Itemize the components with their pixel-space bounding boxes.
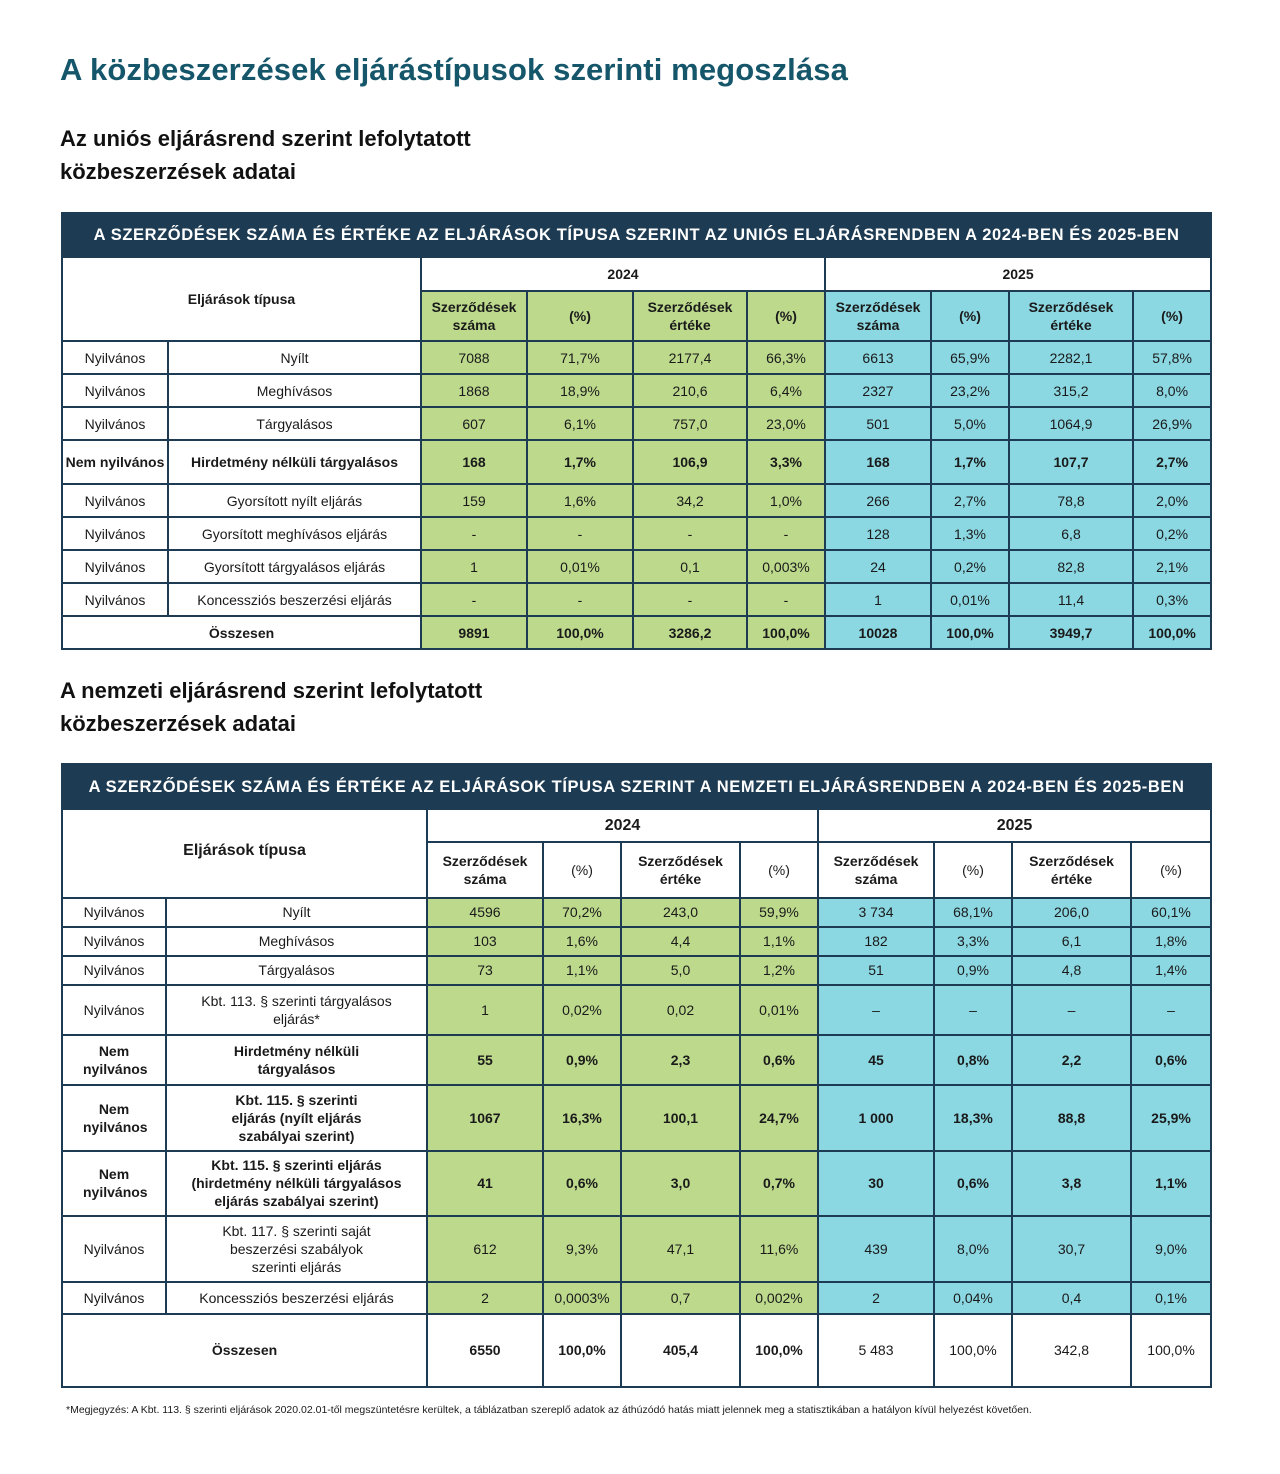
cell-value: 47,1 <box>621 1216 740 1282</box>
col-header-pct-2024: (%) <box>527 291 633 341</box>
col-header-pct-2024: (%) <box>747 291 825 341</box>
national-table-body <box>62 764 1211 1387</box>
row-type: Koncessziós beszerzési eljárás <box>166 1282 427 1313</box>
row-type: Nyílt <box>168 341 421 374</box>
table-caption: A SZERZŐDÉSEK SZÁMA ÉS ÉRTÉKE AZ ELJÁRÁSOK TÍPUSA SZERINT A NEMZETI ELJÁRÁSRENDBEN A 2024-BEN ÉS 2025-BEN <box>62 764 1211 809</box>
cell-value: 1,7% <box>527 440 633 484</box>
cell-value: 7088 <box>421 341 527 374</box>
cell-value: 206,0 <box>1012 898 1131 927</box>
row-status: Nyilvános <box>62 956 166 985</box>
cell-value: 0,02% <box>543 985 621 1035</box>
row-status: Nyilvános <box>62 1216 166 1282</box>
table-row <box>62 341 1211 374</box>
cell-value: 2 <box>427 1282 543 1313</box>
table-row <box>62 927 1211 956</box>
cell-value: 182 <box>818 927 934 956</box>
cell-value: 107,7 <box>1009 440 1133 484</box>
row-type: Meghívásos <box>166 927 427 956</box>
cell-value: 0,6% <box>934 1151 1012 1216</box>
total-label: Összesen <box>62 1314 427 1387</box>
cell-value: 3,8 <box>1012 1151 1131 1216</box>
row-type: Koncessziós beszerzési eljárás <box>168 583 421 616</box>
cell-value: 3 734 <box>818 898 934 927</box>
cell-value: 6,8 <box>1009 517 1133 550</box>
section-title-line: Az uniós eljárásrend szerint lefolytatott <box>60 126 471 151</box>
cell-value: 11,6% <box>740 1216 818 1282</box>
row-type: Hirdetmény nélküli tárgyalásos <box>168 440 421 484</box>
row-type: Meghívásos <box>168 374 421 407</box>
cell-value: 4,4 <box>621 927 740 956</box>
total-value: 100,0% <box>527 616 633 649</box>
section-title-national <box>60 674 482 740</box>
table-row <box>62 374 1211 407</box>
cell-value: 70,2% <box>543 898 621 927</box>
cell-value: 30,7 <box>1012 1216 1131 1282</box>
table-row <box>62 440 1211 484</box>
cell-value: 3,3% <box>934 927 1012 956</box>
cell-value: – <box>1131 985 1211 1035</box>
cell-value: 0,01% <box>527 550 633 583</box>
cell-value: - <box>421 517 527 550</box>
table-row <box>62 407 1211 440</box>
cell-value: 1 <box>825 583 931 616</box>
cell-value: 45 <box>818 1035 934 1085</box>
cell-value: 6,1 <box>1012 927 1131 956</box>
cell-value: 0,002% <box>740 1282 818 1313</box>
cell-value: 1,6% <box>527 484 633 517</box>
row-status: Nyilvános <box>62 927 166 956</box>
cell-value: 73 <box>427 956 543 985</box>
col-header-pct-2025: (%) <box>931 291 1009 341</box>
row-type: Kbt. 113. § szerinti tárgyalásos eljárás* <box>166 985 427 1035</box>
row-type: Hirdetmény nélküli tárgyalásos <box>166 1035 427 1085</box>
section-title-line: A nemzeti eljárásrend szerint lefolytatott <box>60 678 483 703</box>
total-value: 100,0% <box>543 1314 621 1387</box>
row-status: Nyilvános <box>62 550 168 583</box>
cell-value: 65,9% <box>931 341 1009 374</box>
cell-value: 0,6% <box>740 1035 818 1085</box>
cell-value: 0,6% <box>1131 1035 1211 1085</box>
total-value: 405,4 <box>621 1314 740 1387</box>
row-type: Kbt. 115. § szerinti eljárás (nyílt eljárás szabályai szerint) <box>166 1085 427 1150</box>
cell-value: 439 <box>818 1216 934 1282</box>
cell-value: - <box>747 517 825 550</box>
cell-value: 612 <box>427 1216 543 1282</box>
total-value: 3949,7 <box>1009 616 1133 649</box>
table-caption: A SZERZŐDÉSEK SZÁMA ÉS ÉRTÉKE AZ ELJÁRÁSOK TÍPUSA SZERINT AZ UNIÓS ELJÁRÁSRENDBEN A 2024-BEN ÉS 2025-BEN <box>62 213 1211 257</box>
cell-value: 1067 <box>427 1085 543 1150</box>
total-value: 100,0% <box>1131 1314 1211 1387</box>
col-header-value-2024: Szerződések értéke <box>633 291 747 341</box>
table-row <box>62 1282 1211 1313</box>
cell-value: 18,9% <box>527 374 633 407</box>
table-row <box>62 517 1211 550</box>
year-header-2024: 2024 <box>427 809 818 842</box>
cell-value: 0,2% <box>1133 517 1211 550</box>
row-status: Nem nyilvános <box>62 1151 166 1216</box>
total-value: 9891 <box>421 616 527 649</box>
cell-value: 266 <box>825 484 931 517</box>
col-header-pct-2024: (%) <box>740 842 818 897</box>
table-row <box>62 985 1211 1035</box>
cell-value: 607 <box>421 407 527 440</box>
row-type: Tárgyalásos <box>168 407 421 440</box>
col-header-count-2025: Szerződések száma <box>825 291 931 341</box>
cell-value: 2,0% <box>1133 484 1211 517</box>
total-value: 3286,2 <box>633 616 747 649</box>
cell-value: - <box>527 583 633 616</box>
total-value: 100,0% <box>934 1314 1012 1387</box>
cell-value: 26,9% <box>1133 407 1211 440</box>
cell-value: 243,0 <box>621 898 740 927</box>
cell-value: 9,3% <box>543 1216 621 1282</box>
cell-value: 1 000 <box>818 1085 934 1150</box>
cell-value: - <box>747 583 825 616</box>
cell-value: 757,0 <box>633 407 747 440</box>
cell-value: 2177,4 <box>633 341 747 374</box>
cell-value: 2,7% <box>1133 440 1211 484</box>
cell-value: 0,0003% <box>543 1282 621 1313</box>
row-type: Gyorsított tárgyalásos eljárás <box>168 550 421 583</box>
table-row <box>62 1151 1211 1216</box>
row-status: Nyilvános <box>62 1282 166 1313</box>
table-row <box>62 583 1211 616</box>
row-status: Nem nyilvános <box>62 1085 166 1150</box>
cell-value: 0,003% <box>747 550 825 583</box>
row-status: Nem nyilvános <box>62 440 168 484</box>
row-status: Nyilvános <box>62 517 168 550</box>
cell-value: 1 <box>427 985 543 1035</box>
col-header-value-2024: Szerződések értéke <box>621 842 740 897</box>
procedure-type-header: Eljárások típusa <box>62 257 421 341</box>
cell-value: 0,2% <box>931 550 1009 583</box>
year-header-2025: 2025 <box>818 809 1211 842</box>
cell-value: 24 <box>825 550 931 583</box>
cell-value: 18,3% <box>934 1085 1012 1150</box>
row-status: Nem nyilvános <box>62 1035 166 1085</box>
col-header-pct-2025: (%) <box>934 842 1012 897</box>
cell-value: 0,8% <box>934 1035 1012 1085</box>
year-header-2024: 2024 <box>421 257 825 291</box>
cell-value: 106,9 <box>633 440 747 484</box>
cell-value: 0,7% <box>740 1151 818 1216</box>
total-value: 100,0% <box>740 1314 818 1387</box>
row-status: Nyilvános <box>62 985 166 1035</box>
col-header-value-2025: Szerződések értéke <box>1009 291 1133 341</box>
total-row <box>62 616 1211 649</box>
row-type: Gyorsított nyílt eljárás <box>168 484 421 517</box>
cell-value: 34,2 <box>633 484 747 517</box>
cell-value: 78,8 <box>1009 484 1133 517</box>
cell-value: 23,0% <box>747 407 825 440</box>
total-value: 342,8 <box>1012 1314 1131 1387</box>
row-type: Nyílt <box>166 898 427 927</box>
cell-value: 5,0 <box>621 956 740 985</box>
cell-value: 0,02 <box>621 985 740 1035</box>
eu-table-body <box>62 213 1211 649</box>
table-row <box>62 956 1211 985</box>
cell-value: 1,1% <box>1131 1151 1211 1216</box>
cell-value: 1,8% <box>1131 927 1211 956</box>
table-row <box>62 1085 1211 1150</box>
cell-value: 8,0% <box>934 1216 1012 1282</box>
cell-value: 1,3% <box>931 517 1009 550</box>
cell-value: 103 <box>427 927 543 956</box>
cell-value: 57,8% <box>1133 341 1211 374</box>
table-row <box>62 898 1211 927</box>
row-status: Nyilvános <box>62 583 168 616</box>
cell-value: - <box>527 517 633 550</box>
cell-value: 128 <box>825 517 931 550</box>
cell-value: 501 <box>825 407 931 440</box>
cell-value: 1,0% <box>747 484 825 517</box>
cell-value: 2,7% <box>931 484 1009 517</box>
total-value: 5 483 <box>818 1314 934 1387</box>
cell-value: 60,1% <box>1131 898 1211 927</box>
procedure-type-header: Eljárások típusa <box>62 809 427 897</box>
row-status: Nyilvános <box>62 898 166 927</box>
cell-value: 9,0% <box>1131 1216 1211 1282</box>
cell-value: 210,6 <box>633 374 747 407</box>
cell-value: 2,2 <box>1012 1035 1131 1085</box>
total-row <box>62 1314 1211 1387</box>
page-title: A közbeszerzések eljárástípusok szerinti megoszlása <box>60 52 848 87</box>
table-row <box>62 1216 1211 1282</box>
section-title-line: közbeszerzések adatai <box>60 711 297 736</box>
cell-value: 1 <box>421 550 527 583</box>
cell-value: 159 <box>421 484 527 517</box>
cell-value: 6613 <box>825 341 931 374</box>
row-type: Gyorsított meghívásos eljárás <box>168 517 421 550</box>
table-row <box>62 550 1211 583</box>
row-type: Kbt. 115. § szerinti eljárás (hirdetmény nélküli tárgyalásos eljárás szabályai szerint) <box>166 1151 427 1216</box>
cell-value: – <box>934 985 1012 1035</box>
cell-value: 0,9% <box>934 956 1012 985</box>
row-status: Nyilvános <box>62 484 168 517</box>
total-value: 6550 <box>427 1314 543 1387</box>
cell-value: 1064,9 <box>1009 407 1133 440</box>
footnote: *Megjegyzés: A Kbt. 113. § szerinti eljárások 2020.02.01-től megszüntetésre kerültek, a táblázatban szereplő adatok az áthúzódó hatás miatt jelennek meg a statisztikában a hatályon kívül helyezést követően. <box>66 1404 1032 1416</box>
eu-procurement-table <box>61 212 1212 650</box>
cell-value: 66,3% <box>747 341 825 374</box>
cell-value: 23,2% <box>931 374 1009 407</box>
col-header-pct-2025: (%) <box>1131 842 1211 897</box>
cell-value: 25,9% <box>1131 1085 1211 1150</box>
cell-value: 168 <box>825 440 931 484</box>
cell-value: 68,1% <box>934 898 1012 927</box>
cell-value: 100,1 <box>621 1085 740 1150</box>
national-procurement-table <box>61 763 1212 1388</box>
cell-value: 4,8 <box>1012 956 1131 985</box>
row-status: Nyilvános <box>62 341 168 374</box>
cell-value: - <box>633 583 747 616</box>
col-header-pct-2024: (%) <box>543 842 621 897</box>
cell-value: 41 <box>427 1151 543 1216</box>
total-value: 100,0% <box>1133 616 1211 649</box>
total-value: 100,0% <box>931 616 1009 649</box>
cell-value: 11,4 <box>1009 583 1133 616</box>
cell-value: 30 <box>818 1151 934 1216</box>
table-row <box>62 1035 1211 1085</box>
cell-value: 1,4% <box>1131 956 1211 985</box>
cell-value: 2 <box>818 1282 934 1313</box>
section-title-eu <box>60 122 471 188</box>
cell-value: 2,1% <box>1133 550 1211 583</box>
cell-value: 0,01% <box>740 985 818 1035</box>
year-header-2025: 2025 <box>825 257 1211 291</box>
cell-value: 6,4% <box>747 374 825 407</box>
cell-value: - <box>633 517 747 550</box>
cell-value: 82,8 <box>1009 550 1133 583</box>
cell-value: 1,7% <box>931 440 1009 484</box>
cell-value: 4596 <box>427 898 543 927</box>
cell-value: 5,0% <box>931 407 1009 440</box>
cell-value: 0,04% <box>934 1282 1012 1313</box>
cell-value: 1,1% <box>740 927 818 956</box>
cell-value: 55 <box>427 1035 543 1085</box>
cell-value: 0,6% <box>543 1151 621 1216</box>
col-header-value-2025: Szerződések értéke <box>1012 842 1131 897</box>
cell-value: - <box>421 583 527 616</box>
cell-value: – <box>1012 985 1131 1035</box>
cell-value: 2327 <box>825 374 931 407</box>
cell-value: 1,2% <box>740 956 818 985</box>
cell-value: 51 <box>818 956 934 985</box>
cell-value: 16,3% <box>543 1085 621 1150</box>
total-label: Összesen <box>62 616 421 649</box>
cell-value: 0,7 <box>621 1282 740 1313</box>
cell-value: 0,1% <box>1131 1282 1211 1313</box>
table-row <box>62 484 1211 517</box>
cell-value: 8,0% <box>1133 374 1211 407</box>
cell-value: 0,01% <box>931 583 1009 616</box>
row-type: Kbt. 117. § szerinti saját beszerzési szabályok szerinti eljárás <box>166 1216 427 1282</box>
col-header-count-2024: Szerződések száma <box>421 291 527 341</box>
cell-value: 1868 <box>421 374 527 407</box>
cell-value: 88,8 <box>1012 1085 1131 1150</box>
col-header-count-2025: Szerződések száma <box>818 842 934 897</box>
total-value: 10028 <box>825 616 931 649</box>
col-header-pct-2025: (%) <box>1133 291 1211 341</box>
row-status: Nyilvános <box>62 374 168 407</box>
cell-value: 3,0 <box>621 1151 740 1216</box>
cell-value: 315,2 <box>1009 374 1133 407</box>
cell-value: 0,1 <box>633 550 747 583</box>
row-type: Tárgyalásos <box>166 956 427 985</box>
cell-value: 2,3 <box>621 1035 740 1085</box>
cell-value: – <box>818 985 934 1035</box>
cell-value: 59,9% <box>740 898 818 927</box>
cell-value: 24,7% <box>740 1085 818 1150</box>
cell-value: 2282,1 <box>1009 341 1133 374</box>
cell-value: 71,7% <box>527 341 633 374</box>
cell-value: 0,4 <box>1012 1282 1131 1313</box>
cell-value: 1,6% <box>543 927 621 956</box>
total-value: 100,0% <box>747 616 825 649</box>
cell-value: 0,3% <box>1133 583 1211 616</box>
cell-value: 6,1% <box>527 407 633 440</box>
cell-value: 1,1% <box>543 956 621 985</box>
cell-value: 0,9% <box>543 1035 621 1085</box>
cell-value: 3,3% <box>747 440 825 484</box>
row-status: Nyilvános <box>62 407 168 440</box>
section-title-line: közbeszerzések adatai <box>60 159 297 184</box>
col-header-count-2024: Szerződések száma <box>427 842 543 897</box>
cell-value: 168 <box>421 440 527 484</box>
